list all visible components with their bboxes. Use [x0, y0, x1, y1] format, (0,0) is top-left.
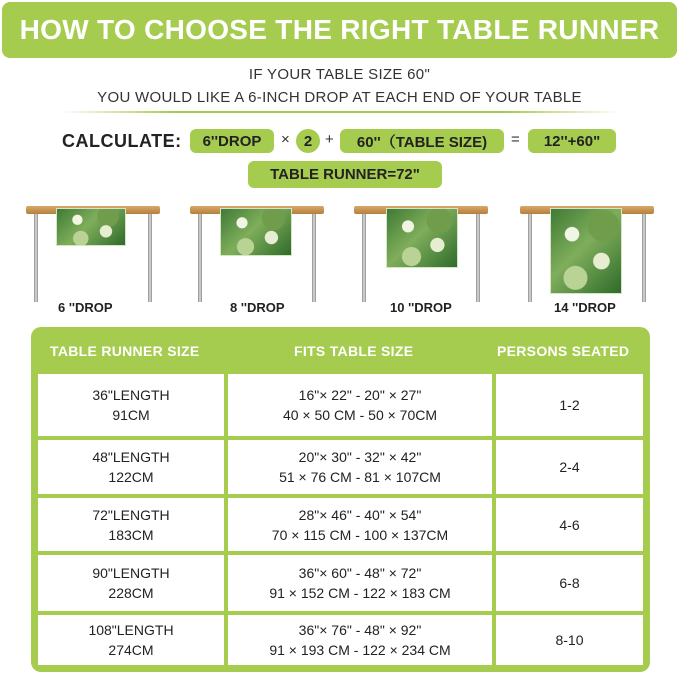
runner-length-cm: 122CM: [108, 469, 154, 485]
table-leg: [642, 214, 646, 302]
persons-seated-cell: [496, 615, 643, 665]
persons-seated-cell: [496, 440, 643, 494]
runner-size-cell: [38, 615, 224, 665]
runner-length-cm: 228CM: [108, 585, 154, 601]
table-icon: [190, 206, 324, 310]
persons-seated: 2-4: [559, 459, 580, 475]
runner-length: 90"LENGTH: [92, 565, 170, 581]
page-title: HOW TO CHOOSE THE RIGHT TABLE RUNNER: [19, 14, 660, 45]
persons-seated: 1-2: [559, 397, 580, 413]
fits-inches: 20"× 30" - 32" × 42": [298, 449, 422, 465]
fits-cm: 91 × 152 CM - 122 × 183 CM: [269, 585, 451, 601]
runner-length: 72"LENGTH: [92, 506, 170, 523]
persons-seated-cell: [496, 374, 643, 436]
runner-size-cell: [38, 440, 224, 494]
table-icon: [520, 206, 654, 310]
runner-size-cell: [38, 498, 224, 551]
times-operator: ×: [281, 131, 290, 148]
table-runner-icon: [550, 208, 622, 294]
runner-length-cm: 274CM: [108, 642, 154, 658]
plus-operator: +: [325, 131, 334, 148]
fits-table-size-cell: [228, 374, 492, 436]
runner-length: 108"LENGTH: [88, 622, 174, 638]
factor-pill: 2: [296, 129, 320, 153]
table-icon: [354, 206, 488, 310]
drop-pill: 6''DROP: [190, 129, 274, 153]
intro-line-2: YOU WOULD LIKE A 6-INCH DROP AT EACH END OF YOUR TABLE: [97, 89, 582, 106]
header-runner-size: TABLE RUNNER SIZE: [50, 343, 200, 359]
fits-table-size-cell: [228, 440, 492, 494]
table-leg: [528, 214, 532, 302]
table-leg: [476, 214, 480, 302]
runner-length-cm: 183CM: [108, 526, 154, 543]
drop-label-10: 10 ''DROP: [390, 300, 452, 315]
header-persons-seated: PERSONS SEATED: [497, 343, 630, 359]
drop-label-6: 6 ''DROP: [58, 300, 113, 315]
fits-inches: 36"× 60" - 48" × 72": [298, 565, 422, 581]
fits-inches: 16"× 22" - 20" × 27": [298, 387, 422, 403]
fits-inches: 28"× 46" - 40" × 54": [298, 506, 422, 523]
intro-line-1: IF YOUR TABLE SIZE 60": [248, 66, 431, 83]
fits-table-size-cell: [228, 615, 492, 665]
fits-inches: 36"× 76" - 48" × 92": [298, 622, 422, 638]
fits-table-size-cell: [228, 555, 492, 611]
table-leg: [148, 214, 152, 302]
calculate-label: CALCULATE:: [62, 131, 182, 151]
equals-operator: =: [511, 131, 520, 148]
persons-seated-cell: [496, 555, 643, 611]
persons-seated: 6-8: [559, 575, 580, 591]
table-runner-icon: [386, 208, 458, 268]
table-runner-icon: [56, 208, 126, 246]
runner-length: 36"LENGTH: [92, 387, 170, 403]
header-fits-table-size: FITS TABLE SIZE: [294, 343, 414, 359]
table-leg: [362, 214, 366, 302]
table-leg: [34, 214, 38, 302]
fits-cm: 91 × 193 CM - 122 × 234 CM: [269, 642, 451, 658]
runner-size-cell: [38, 555, 224, 611]
title-banner: [2, 2, 677, 58]
result-pill: 12''+60": [528, 129, 616, 153]
table-size-pill: 60''（TABLE SIZE): [340, 129, 504, 153]
table-leg: [312, 214, 316, 302]
drop-label-8: 8 ''DROP: [230, 300, 285, 315]
runner-length: 48"LENGTH: [92, 449, 170, 465]
fits-cm: 51 × 76 CM - 81 × 107CM: [279, 469, 441, 485]
fits-cm: 40 × 50 CM - 50 × 70CM: [282, 407, 438, 423]
persons-seated: 4-6: [559, 516, 580, 533]
divider: [60, 111, 620, 113]
runner-size-cell: [38, 374, 224, 436]
persons-seated-cell: [496, 498, 643, 551]
runner-length-cm: 91CM: [112, 407, 150, 423]
total-pill: TABLE RUNNER=72": [248, 161, 442, 188]
fits-cm: 70 × 115 CM - 100 × 137CM: [271, 526, 449, 543]
fits-table-size-cell: [228, 498, 492, 551]
table-runner-icon: [220, 208, 292, 256]
drop-label-14: 14 ''DROP: [554, 300, 616, 315]
persons-seated: 8-10: [555, 632, 584, 648]
table-leg: [198, 214, 202, 302]
table-icon: [26, 206, 160, 310]
